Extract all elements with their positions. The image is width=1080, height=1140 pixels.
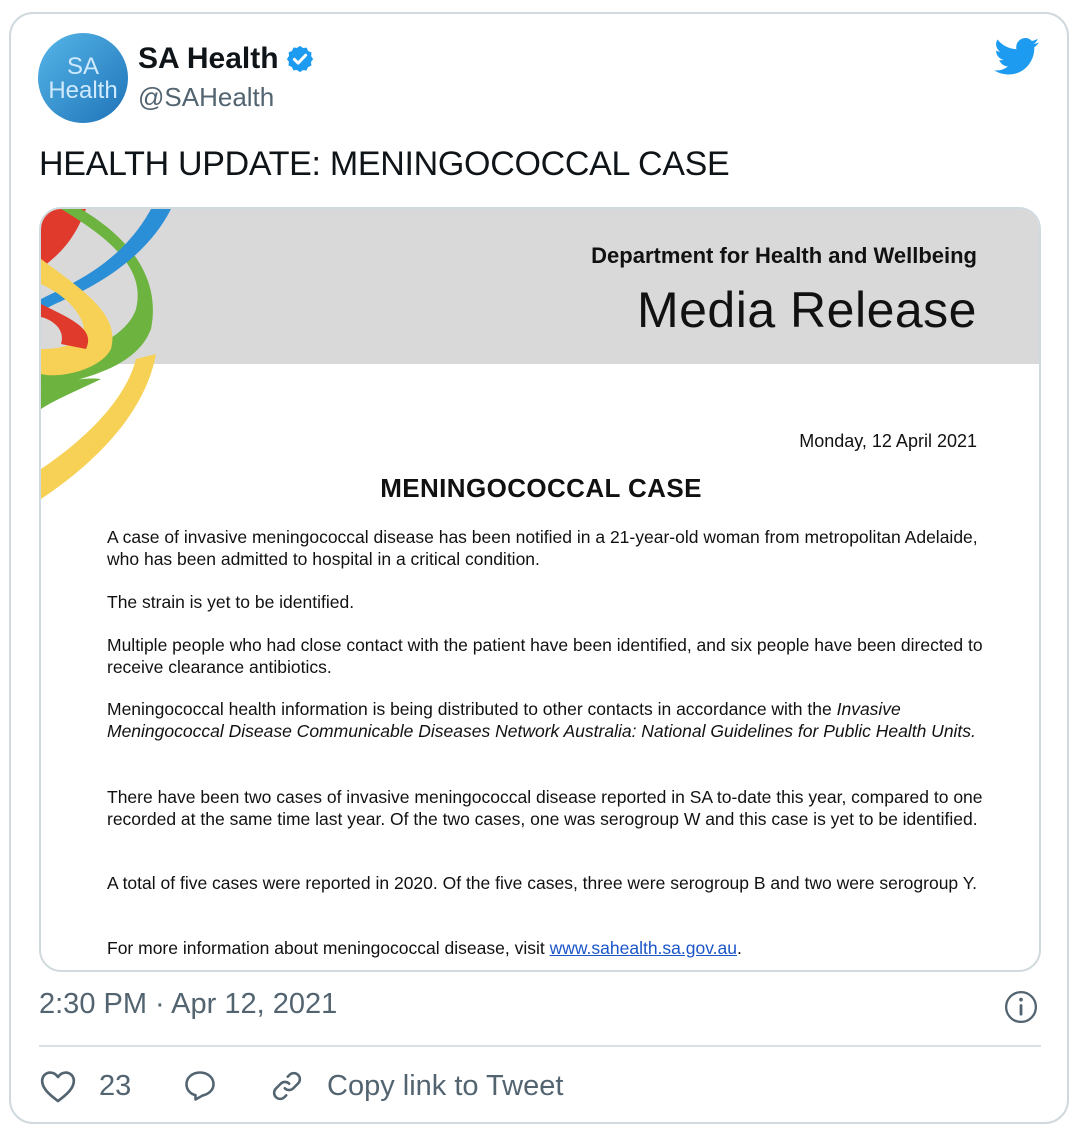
author-handle[interactable]: @SAHealth (138, 82, 275, 112)
sahealth-link[interactable]: www.sahealth.sa.gov.au (549, 938, 738, 958)
release-heading: MENINGOCOCCAL CASE (380, 473, 702, 503)
paragraph-5: There have been two cases of invasive meningococcal disease reported in SA to-date this year, compared to one recorded at the same time last year. Of the two cases, one was serogroup W and this case is yet to be identified. (107, 787, 983, 829)
divider (39, 1045, 1041, 1047)
tweet-actions (39, 1062, 1041, 1112)
copy-link-label: Copy link to Tweet (327, 1069, 564, 1102)
avatar-text-line2: Health (48, 77, 118, 104)
paragraph-1: A case of invasive meningococcal disease has been notified in a 21-year-old woman from metropolitan Adelaide, who has been admitted to hospital in a critical condition. (107, 527, 978, 569)
tweet-text: HEALTH UPDATE: MENINGOCOCCAL CASE (39, 145, 730, 183)
reply-button[interactable] (182, 1062, 218, 1110)
avatar-text-line1: SA (66, 53, 99, 80)
ribbon-logo-graphic (41, 209, 171, 509)
paragraph-7 (107, 938, 987, 960)
reply-icon (182, 1068, 218, 1104)
info-icon[interactable] (1004, 990, 1038, 1024)
paragraph-2: The strain is yet to be identified. (107, 592, 355, 612)
author-name[interactable]: SA Health (138, 42, 279, 75)
tweet-timestamp[interactable]: 2:30 PM · Apr 12, 2021 (39, 988, 338, 1020)
verified-badge-icon (285, 44, 315, 74)
avatar[interactable] (38, 33, 128, 123)
like-button[interactable] (39, 1062, 131, 1110)
department-name: Department for Health and Wellbeing (591, 243, 977, 268)
paragraph-3: Multiple people who had close contact with the patient have been identified, and six people have been directed to receive clearance antibiotics. (107, 635, 983, 677)
copy-link-button[interactable] (269, 1062, 563, 1110)
like-count: 23 (99, 1069, 132, 1102)
twitter-logo-icon[interactable] (994, 38, 1040, 76)
release-date: Monday, 12 April 2021 (799, 431, 977, 451)
paragraph-7-text: For more information about meningococcal disease, visit (107, 938, 550, 958)
paragraph-7-end: . (737, 938, 742, 958)
paragraph-4-text: Meningococcal health information is being distributed to other contacts in accordance with the (107, 699, 837, 719)
heart-icon (39, 1068, 77, 1104)
media-release-image[interactable] (39, 207, 1041, 972)
paragraph-4 (107, 699, 987, 742)
paragraph-6: A total of five cases were reported in 2020. Of the five cases, three were serogroup B and two were serogroup Y. (107, 873, 977, 893)
media-release-title: Media Release (636, 282, 977, 338)
link-icon (269, 1068, 305, 1104)
paragraph-4-italic: Invasive Meningococcal Disease Communicable Diseases Network Australia: National Guidelines for Public Health Units. (107, 699, 976, 741)
